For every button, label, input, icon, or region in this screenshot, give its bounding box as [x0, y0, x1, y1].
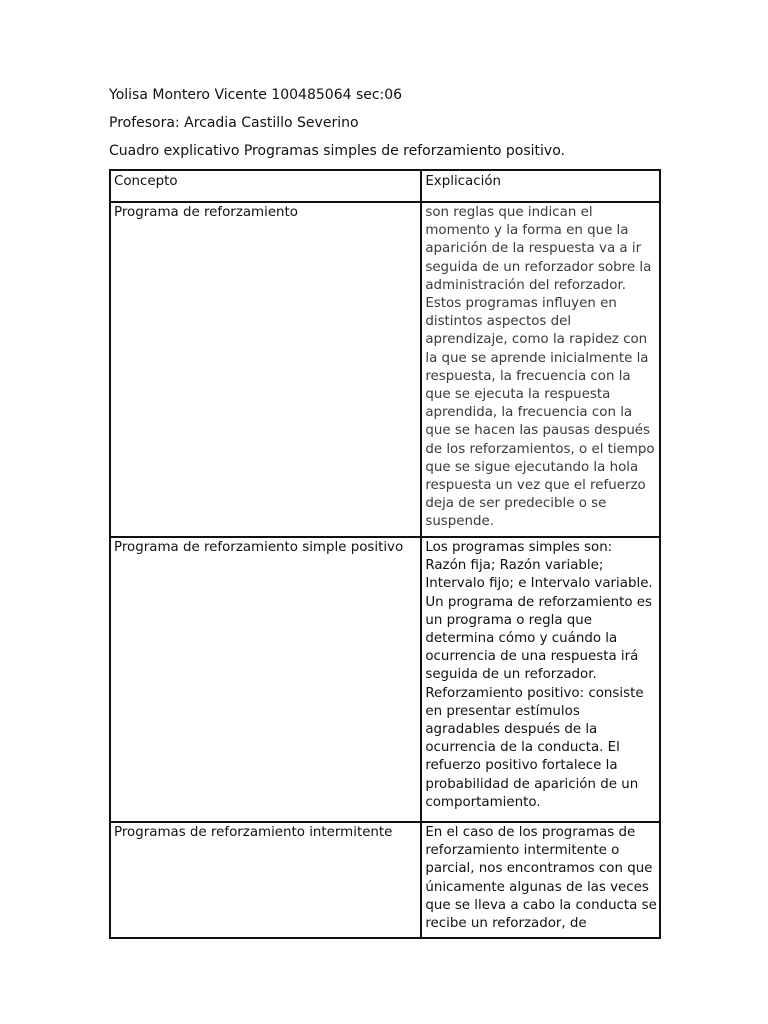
concept-cell: [110, 537, 421, 822]
explanatory-table: [109, 169, 661, 939]
explanation-text: En el caso de los programas de reforzamiento intermitente o parcial, nos encontramos con que únicamente algunas de las veces que se lleva a cabo la conducta se recibe un reforzador, de: [425, 825, 657, 932]
concept-text: Programa de reforzamiento simple positivo: [114, 540, 404, 555]
concept-text: Programa de reforzamiento: [114, 205, 298, 220]
explanation-text: son reglas que indican el momento y la forma en que la aparición de la respuesta va a ir seguida de un reforzador sobre la administración del reforzador. Estos programas influyen en distintos aspectos del aprendizaje, como la rapidez con la que se aprende inicialmente la respuesta, la frecuencia con la que se ejecuta la respuesta aprendida, la frecuencia con la que se hacen las pausas después de los reforzamientos, o el tiempo que se sigue ejecutando la hola respuesta un vez que el refuerzo deja de ser predecible o se suspende.: [425, 205, 655, 530]
explanation-text: Los programas simples son: Razón fija; Razón variable; Intervalo fijo; e Intervalo variable. Un programa de reforzamiento es un programa o regla que determina cómo y cuándo la ocurrencia de una respuesta irá seguida de un reforzador. Reforzamiento positivo: consiste en presentar estímulos agradables después de la ocurrencia de la conducta. El refuerzo positivo fortalece la probabilidad de aparición de un comportamiento.: [425, 540, 653, 810]
concept-text: Programas de reforzamiento intermitente: [114, 825, 393, 840]
document-title: Cuadro explicativo Programas simples de reforzamiento positivo.: [109, 143, 565, 159]
table-header-row: [110, 170, 660, 202]
column-header-concepto: Concepto: [110, 170, 421, 202]
author-line: Yolisa Montero Vicente 100485064 sec:06: [109, 87, 403, 103]
explanation-cell: [421, 202, 660, 537]
concept-cell: [110, 202, 421, 537]
column-header-explicacion: Explicación: [421, 170, 660, 202]
table-row: [110, 537, 660, 822]
table-row: [110, 202, 660, 537]
table-row: [110, 822, 660, 938]
explanation-cell: [421, 822, 660, 938]
concept-cell: [110, 822, 421, 938]
teacher-line: Profesora: Arcadia Castillo Severino: [109, 115, 359, 131]
explanation-cell: [421, 537, 660, 822]
